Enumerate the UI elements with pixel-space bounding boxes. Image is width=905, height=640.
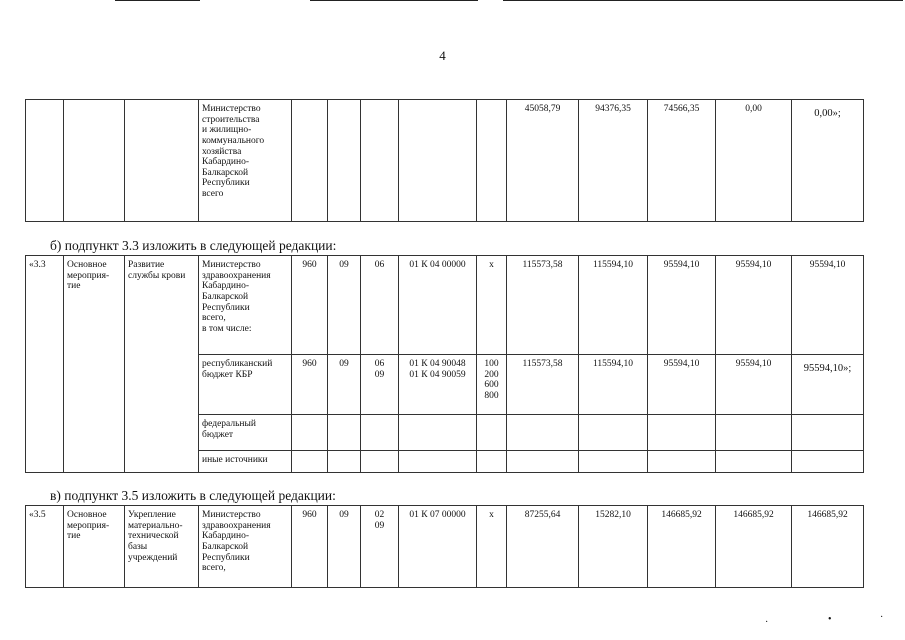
table-subitem-3-5: [25, 505, 864, 588]
item-type: Основное мероприя- тие: [64, 506, 125, 588]
pr-cell: 02 09: [361, 506, 399, 588]
scan-speck: ·: [765, 617, 769, 628]
csr-cell: 01 К 04 00000: [399, 256, 477, 355]
scan-speck: •: [828, 614, 832, 625]
top-rule-right: [503, 0, 903, 1]
value-cell: 146685,92: [792, 506, 864, 588]
value-cell: 95594,10»;: [792, 355, 864, 415]
rz-cell: 09: [328, 256, 361, 355]
item-type: Основное мероприя- тие: [64, 256, 125, 473]
rz-cell: 09: [328, 355, 361, 415]
value-cell: 0,00»;: [792, 100, 864, 222]
top-rule-left: [115, 0, 200, 1]
item-name: Развитие службы крови: [125, 256, 199, 473]
value-cell: 115573,58: [507, 355, 579, 415]
pr-cell: 06: [361, 256, 399, 355]
caption-subitem-3-3: б) подпункт 3.3 изложить в следующей редакции:: [50, 238, 337, 253]
csr-cell: 01 К 07 00000: [399, 506, 477, 588]
value-cell: 15282,10: [579, 506, 648, 588]
executor-cell: Министерство здравоохранения Кабардино- Балкарской Республики всего, в том числе:: [199, 256, 292, 355]
executor-cell: Министерство здравоохранения Кабардино- Балкарской Республики всего,: [199, 506, 292, 588]
executor-cell: федеральный бюджет: [199, 415, 292, 451]
caption-subitem-3-5: в) подпункт 3.5 изложить в следующей редакции:: [50, 488, 336, 503]
table-subitem-3-3: [25, 255, 864, 473]
grbs-cell: 960: [292, 506, 328, 588]
value-cell: 95594,10: [792, 256, 864, 355]
grbs-cell: 960: [292, 256, 328, 355]
value-cell: 94376,35: [579, 100, 648, 222]
value-cell: 95594,10: [716, 355, 792, 415]
table-row: [26, 506, 864, 588]
csr-cell: 01 К 04 90048 01 К 04 90059: [399, 355, 477, 415]
pr-cell: 06 09: [361, 355, 399, 415]
item-name: Укрепление материально- технической базы учреждений: [125, 506, 199, 588]
scan-speck: ·: [880, 612, 884, 623]
value-cell: 0,00: [716, 100, 792, 222]
page-number: 4: [439, 48, 446, 63]
value-cell: 115573,58: [507, 256, 579, 355]
table-continuation: [25, 99, 864, 222]
grbs-cell: 960: [292, 355, 328, 415]
table-row: [26, 100, 864, 222]
value-cell: 115594,10: [579, 355, 648, 415]
value-cell: 146685,92: [716, 506, 792, 588]
value-cell: 95594,10: [716, 256, 792, 355]
item-number: «3.5: [26, 506, 64, 588]
value-cell: 45058,79: [507, 100, 579, 222]
vr-cell: х: [477, 506, 507, 588]
value-cell: 146685,92: [648, 506, 716, 588]
value-cell: 74566,35: [648, 100, 716, 222]
executor-cell: иные источники: [199, 451, 292, 473]
value-cell: 87255,64: [507, 506, 579, 588]
executor-cell: республиканский бюджет КБР: [199, 355, 292, 415]
item-number: «3.3: [26, 256, 64, 473]
value-cell: 95594,10: [648, 256, 716, 355]
rz-cell: 09: [328, 506, 361, 588]
table-row: [26, 256, 864, 355]
value-cell: 115594,10: [579, 256, 648, 355]
value-cell: 95594,10: [648, 355, 716, 415]
vr-cell: х: [477, 256, 507, 355]
executor-cell: Министерство строительства и жилищно- коммунального хозяйства Кабардино- Балкарской Республики всего: [199, 100, 292, 222]
vr-cell: 100 200 600 800: [477, 355, 507, 415]
top-rule-middle: [310, 0, 478, 1]
